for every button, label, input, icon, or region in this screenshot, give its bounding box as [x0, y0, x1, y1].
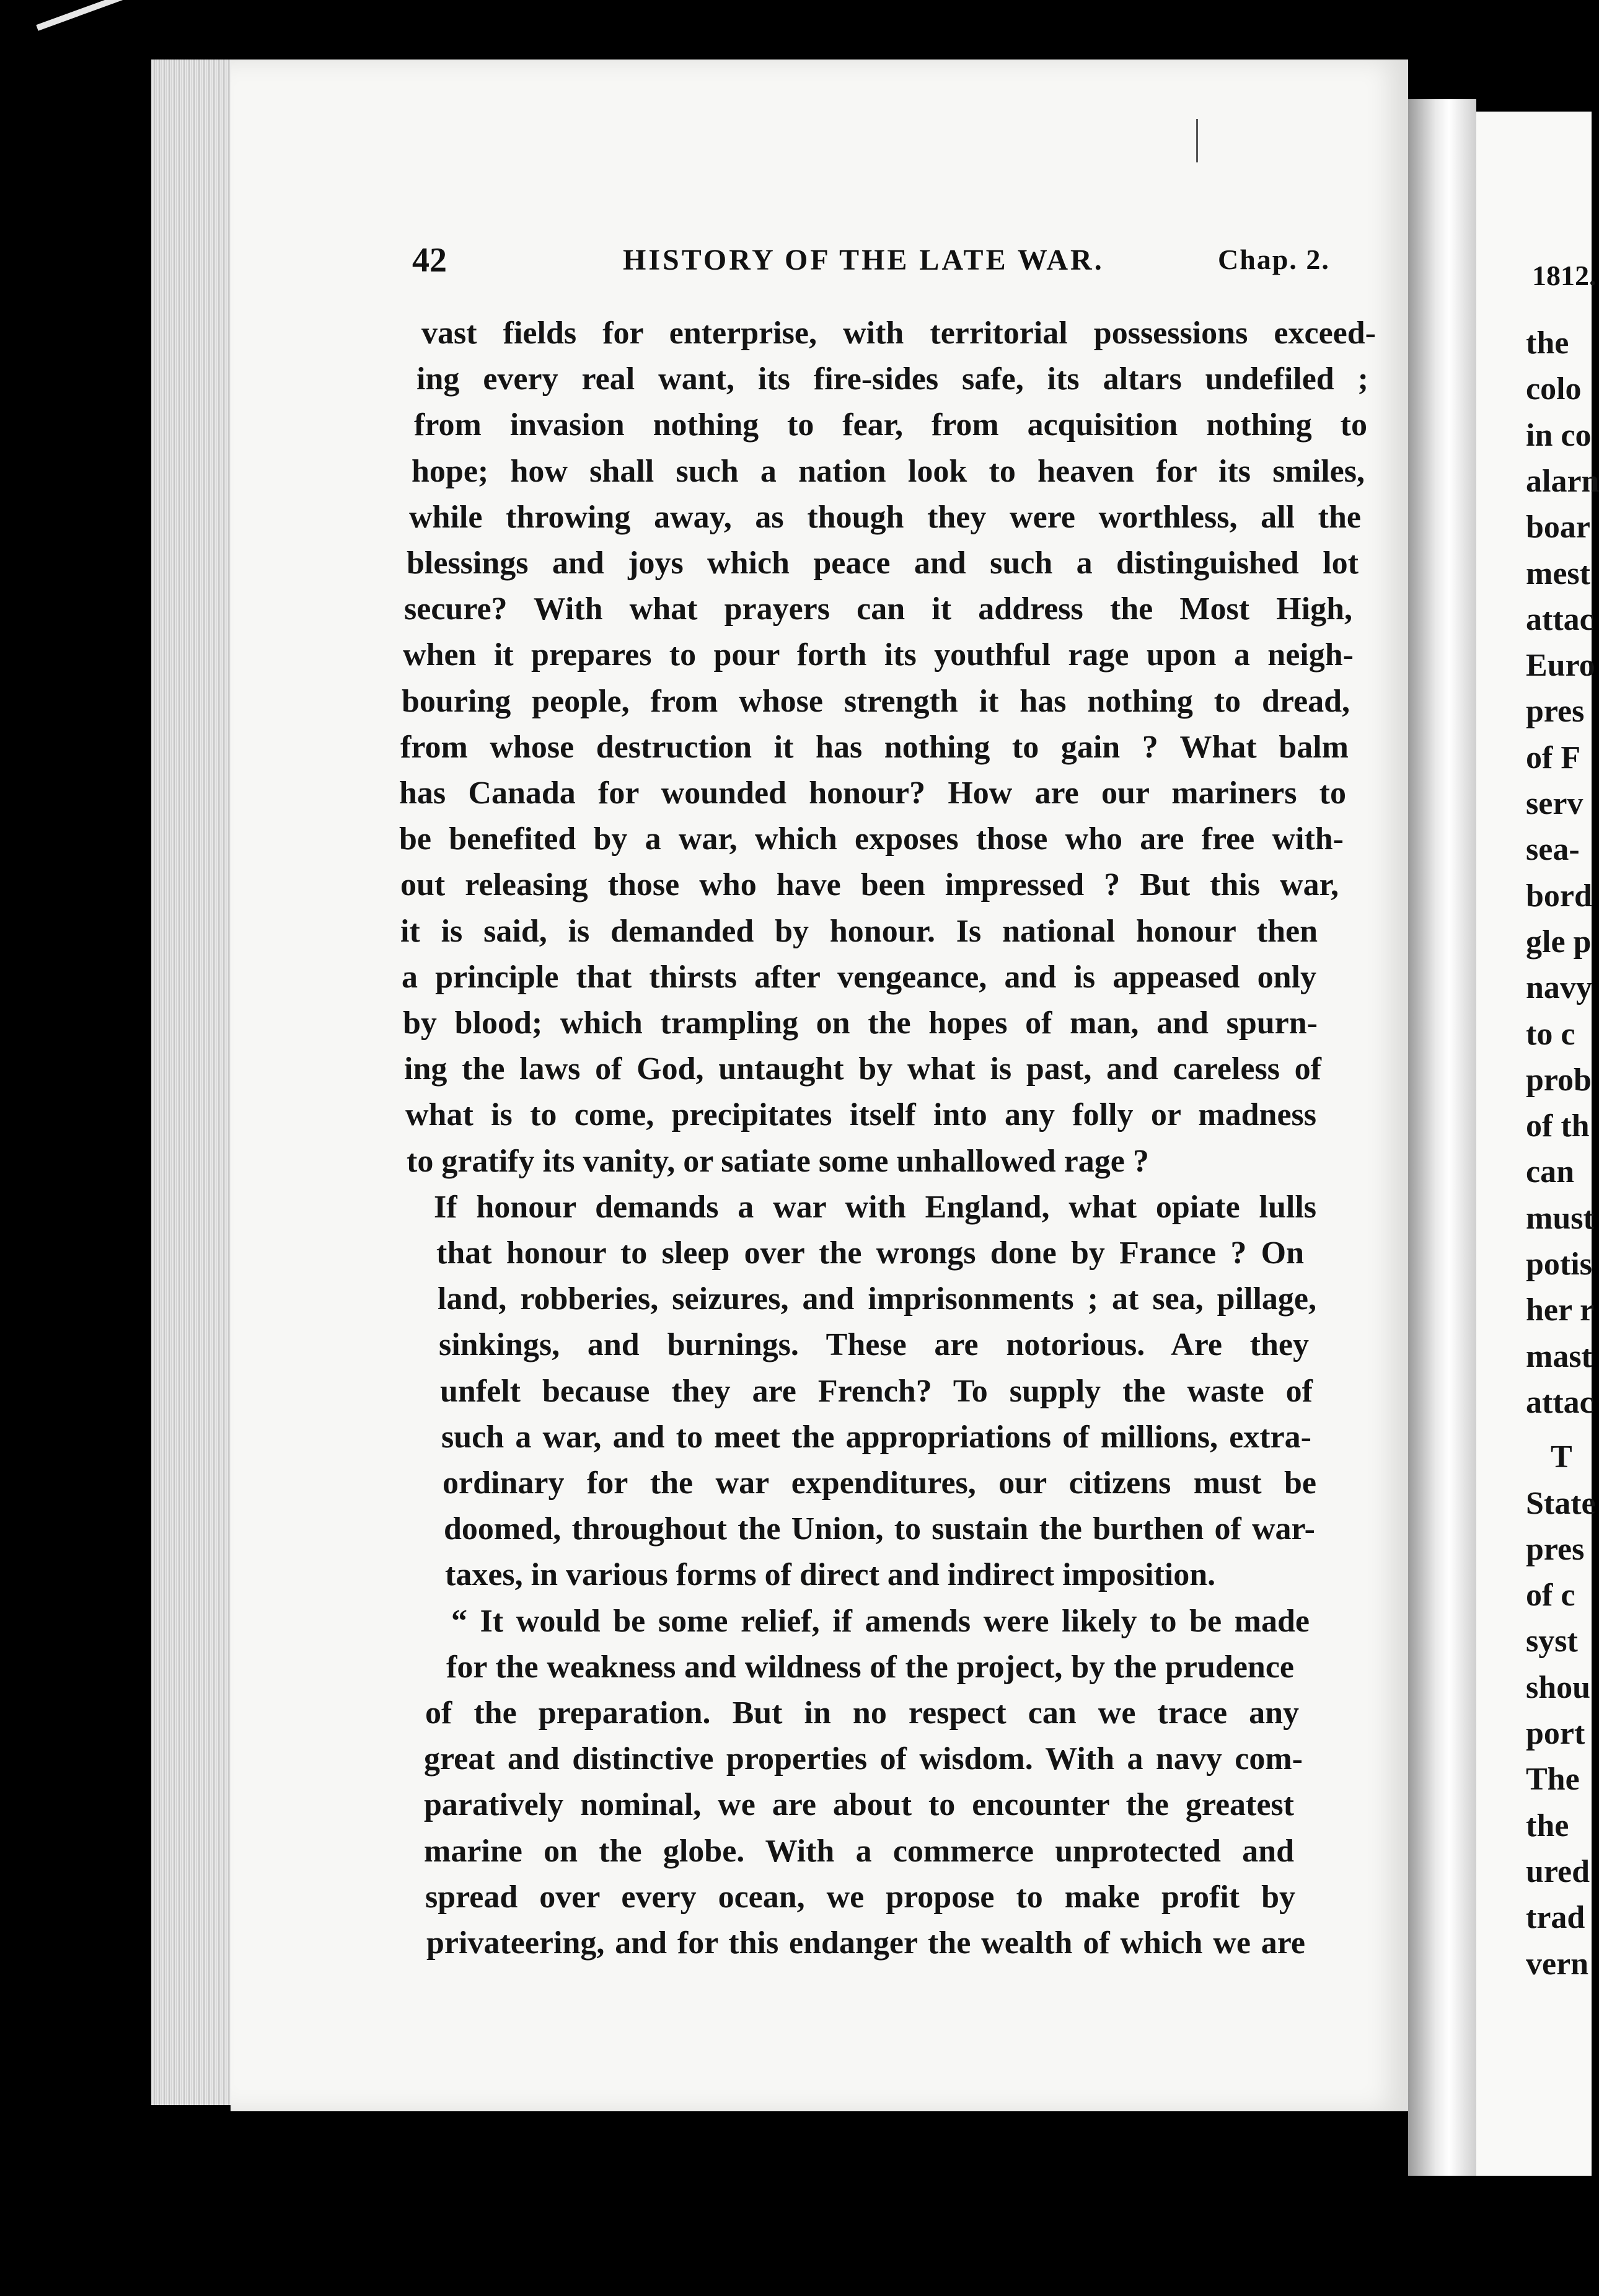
right-page-line: shou [1526, 1669, 1591, 1705]
right-page-line: of th [1526, 1108, 1590, 1144]
right-page-line: mest [1526, 555, 1590, 591]
right-page-line: T [1551, 1439, 1572, 1475]
page-number: 42 [412, 241, 447, 280]
right-page-year: 1812. [1532, 260, 1597, 291]
text-line: privateering, and for this endanger the wealth of which we are [426, 1925, 1305, 1961]
text-line: a principle that thirsts after vengeance, and is appeased only [402, 959, 1316, 995]
right-page-line: the [1526, 1808, 1569, 1843]
text-line: paratively nominal, we are about to encounter the greatest [424, 1787, 1294, 1823]
right-page-line: potis [1526, 1247, 1592, 1282]
text-line: taxes, in various forms of direct and indirect imposition. [445, 1557, 1216, 1593]
text-line: from invasion nothing to fear, from acquisition nothing to [414, 407, 1367, 443]
text-line: great and distinctive properties of wisdom. With a navy com- [424, 1741, 1303, 1777]
right-page-line: in co [1526, 417, 1592, 453]
right-page-line: Euro [1526, 648, 1595, 684]
right-page-line: pres [1526, 694, 1585, 730]
text-line: ing every real want, its fire-sides safe, its altars undefiled ; [416, 361, 1368, 397]
text-line: from whose destruction it has nothing to gain ? What balm [400, 729, 1349, 765]
right-page-line: navy [1526, 970, 1592, 1006]
right-page-line: gle p [1526, 924, 1592, 960]
text-line: bouring people, from whose strength it has nothing to dread, [402, 683, 1350, 719]
text-line: secure? With what prayers can it address the Most High, [404, 591, 1352, 627]
right-page-line: sea- [1526, 832, 1580, 868]
text-line: has Canada for wounded honour? How are our mariners to [399, 775, 1346, 811]
text-line: for the weakness and wildness of the project, by the prudence [446, 1649, 1294, 1685]
text-line: land, robberies, seizures, and imprisonments ; at sea, pillage, [438, 1281, 1316, 1317]
running-title: HISTORY OF THE LATE WAR. [623, 244, 1104, 276]
right-page-line: ured [1526, 1853, 1590, 1889]
right-page-line: her r [1526, 1292, 1595, 1328]
right-page-line: must [1526, 1200, 1594, 1236]
right-page-line: bord [1526, 878, 1592, 914]
text-line: to gratify its vanity, or satiate some unhallowed rage ? [407, 1143, 1149, 1179]
right-page-line: colo [1526, 371, 1582, 407]
right-page-line: The [1526, 1762, 1580, 1798]
right-page-line: mast [1526, 1338, 1592, 1374]
text-line: If honour demands a war with England, what opiate lulls [434, 1189, 1316, 1225]
text-line: ordinary for the war expenditures, our citizens must be [443, 1465, 1316, 1501]
text-line: “ It would be some relief, if amends were likely to be made [451, 1603, 1310, 1639]
text-line: vast fields for enterprise, with territorial possessions exceed- [421, 316, 1376, 351]
right-page-line: State [1526, 1485, 1596, 1521]
text-line: out releasing those who have been impressed ? But this war, [400, 867, 1339, 903]
right-page-line: port [1526, 1716, 1585, 1751]
right-page-line: prob [1526, 1062, 1592, 1098]
text-line: unfelt because they are French? To supply the waste of [440, 1373, 1313, 1409]
right-page-line: vern [1526, 1946, 1589, 1982]
right-page-line: to c [1526, 1016, 1575, 1052]
text-line: what is to come, precipitates itself into any folly or madness [405, 1097, 1316, 1133]
text-line: such a war, and to meet the appropriations of millions, extra- [441, 1419, 1311, 1455]
right-page-line: trad [1526, 1900, 1585, 1936]
text-line: ing the laws of God, untaught by what is past, and careless of [404, 1051, 1321, 1087]
text-line: it is said, is demanded by honour. Is national honour then [400, 913, 1318, 949]
right-page-line: of c [1526, 1578, 1575, 1614]
right-page-line: serv [1526, 786, 1584, 821]
text-line: when it prepares to pour forth its youthful rage upon a neigh- [403, 637, 1354, 673]
right-page-line: attac [1526, 601, 1594, 637]
right-page-line: of F [1526, 740, 1581, 775]
text-line: while throwing away, as though they were worthless, all the [409, 499, 1361, 535]
right-page-line: boar [1526, 510, 1590, 545]
chapter-label: Chap. 2. [1218, 244, 1330, 275]
text-line: doomed, throughout the Union, to sustain the burthen of war- [444, 1511, 1315, 1547]
right-page-line: attac [1526, 1384, 1594, 1420]
right-page-line: pres [1526, 1531, 1585, 1567]
text-line: be benefited by a war, which exposes those who are free with- [399, 821, 1344, 857]
right-page-line: syst [1526, 1623, 1578, 1659]
text-line: by blood; which trampling on the hopes of man, and spurn- [403, 1005, 1318, 1041]
right-page-line: can [1526, 1154, 1574, 1190]
right-page-line: the [1526, 325, 1569, 361]
text-line: marine on the globe. With a commerce unprotected and [424, 1833, 1294, 1869]
text-line: of the preparation. But in no respect can we trace any [425, 1695, 1299, 1731]
text-line: spread over every ocean, we propose to make profit by [425, 1879, 1295, 1915]
right-page-line: alarn [1526, 463, 1599, 499]
text-line: that honour to sleep over the wrongs done by France ? On [436, 1235, 1304, 1271]
text-line: blessings and joys which peace and such a distinguished lot [407, 545, 1359, 581]
text-line: hope; how shall such a nation look to heaven for its smiles, [412, 453, 1365, 489]
text-line: sinkings, and burnings. These are notorious. Are they [439, 1327, 1309, 1363]
